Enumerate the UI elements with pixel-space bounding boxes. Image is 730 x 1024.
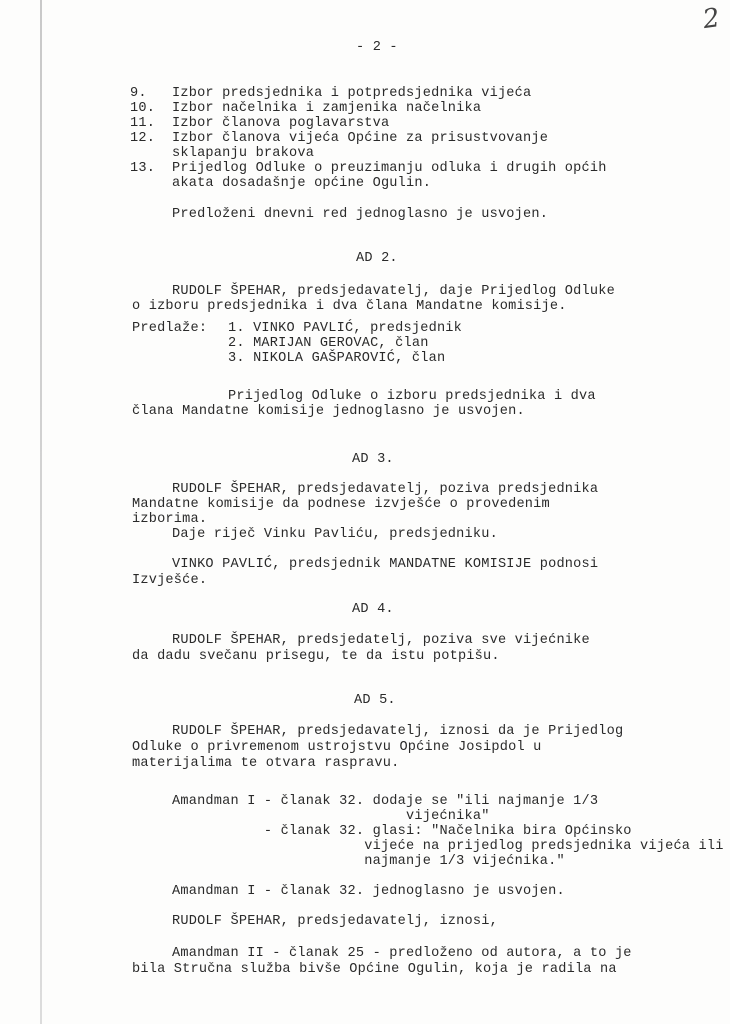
agenda-item-10: Izbor načelnika i zamjenika načelnika — [172, 101, 482, 116]
ad2-proposal-2: 2. MARIJAN GEROVAC, član — [228, 336, 429, 351]
ad2-proposal-1: 1. VINKO PAVLIĆ, predsjednik — [228, 321, 463, 336]
agenda-num-9: 9. — [130, 86, 147, 101]
ad2-p2-line2: člana Mandatne komisije jednoglasno je usvojen. — [132, 404, 525, 419]
ad2-p1-line1: RUDOLF ŠPEHAR, predsjedavatelj, daje Prijedlog Odluke — [172, 284, 615, 299]
ad4-p1-line1: RUDOLF ŠPEHAR, predsjedatelj, poziva sve vijećnike — [172, 633, 590, 648]
ad2-proposal-3: 3. NIKOLA GAŠPAROVIĆ, član — [228, 351, 446, 366]
ad5-amend2-line2: bila Stručna služba bivše Općine Ogulin, koja je radila na — [132, 962, 617, 977]
ad4-heading: AD 4. — [352, 602, 394, 617]
ad4-p1-line2: da dadu svečanu prisegu, te da istu potpišu. — [132, 649, 500, 664]
agenda-num-11: 11. — [130, 116, 156, 131]
binding-margin-line — [40, 0, 42, 1024]
ad5-amend2-line1: Amandman II - članak 25 - predloženo od autora, a to je — [172, 946, 632, 961]
ad5-p1-line3: materijalima te otvara raspravu. — [132, 756, 400, 771]
ad5-amend1-adopted: Amandman I - članak 32. jednoglasno je usvojen. — [172, 884, 565, 899]
ad3-p1-line3: izborima. — [132, 512, 208, 527]
agenda-num-12: 12. — [130, 131, 156, 146]
ad3-p1-line1: RUDOLF ŠPEHAR, predsjedavatelj, poziva predsjednika — [172, 482, 599, 497]
ad2-heading: AD 2. — [356, 251, 398, 266]
agenda-item-9: Izbor predsjednika i potpredsjednika vijeća — [172, 86, 532, 101]
ad5-amend1-line1: Amandman I - članak 32. dodaje se "ili najmanje 1/3 — [172, 794, 599, 809]
agenda-adopted: Predloženi dnevni red jednoglasno je usvojen. — [172, 207, 549, 222]
ad5-p2: RUDOLF ŠPEHAR, predsjedavatelj, iznosi, — [172, 914, 498, 929]
ad3-p1-line2: Mandatne komisije da podnese izvješće o provedenim — [132, 497, 550, 512]
ad2-p2-line1: Prijedlog Odluke o izboru predsjednika i dva — [228, 389, 596, 404]
agenda-item-13-line2: akata dosadašnje općine Ogulin. — [172, 176, 432, 191]
ad3-p3-line1: VINKO PAVLIĆ, predsjednik MANDATNE KOMISIJE podnosi — [172, 557, 599, 572]
ad5-p1-line2: Odluke o privremenom ustrojstvu Općine Josipdol u — [132, 740, 542, 755]
ad3-p3-line2: Izvješće. — [132, 573, 208, 588]
ad2-proposes-label: Predlaže: — [132, 321, 208, 336]
page-number: - 2 - — [356, 40, 398, 55]
ad3-p2: Daje riječ Vinku Pavliću, predsjedniku. — [172, 527, 498, 542]
ad5-heading: AD 5. — [354, 693, 396, 708]
ad5-amend1-line3: - članak 32. glasi: "Načelnika bira Općinsko — [172, 824, 632, 839]
ad5-p1-line1: RUDOLF ŠPEHAR, predsjedavatelj, iznosi da je Prijedlog — [172, 724, 624, 739]
handwritten-page-mark: 2 — [701, 2, 723, 36]
agenda-item-12-line2: sklapanju brakova — [172, 146, 315, 161]
ad3-heading: AD 3. — [352, 452, 394, 467]
agenda-num-10: 10. — [130, 101, 156, 116]
ad5-amend1-line4: vijeće na prijedlog predsjednika vijeća ili — [172, 839, 724, 854]
agenda-item-11: Izbor članova poglavarstva — [172, 116, 390, 131]
agenda-num-13: 13. — [130, 161, 156, 176]
ad5-amend1-line5: najmanje 1/3 vijećnika." — [172, 854, 565, 869]
agenda-item-12-line1: Izbor članova vijeća Općine za prisustvovanje — [172, 131, 549, 146]
ad5-amend1-line2: vijećnika" — [172, 809, 490, 824]
ad2-p1-line2: o izboru predsjednika i dva člana Mandatne komisije. — [132, 299, 567, 314]
agenda-item-13-line1: Prijedlog Odluke o preuzimanju odluka i drugih općih — [172, 161, 607, 176]
